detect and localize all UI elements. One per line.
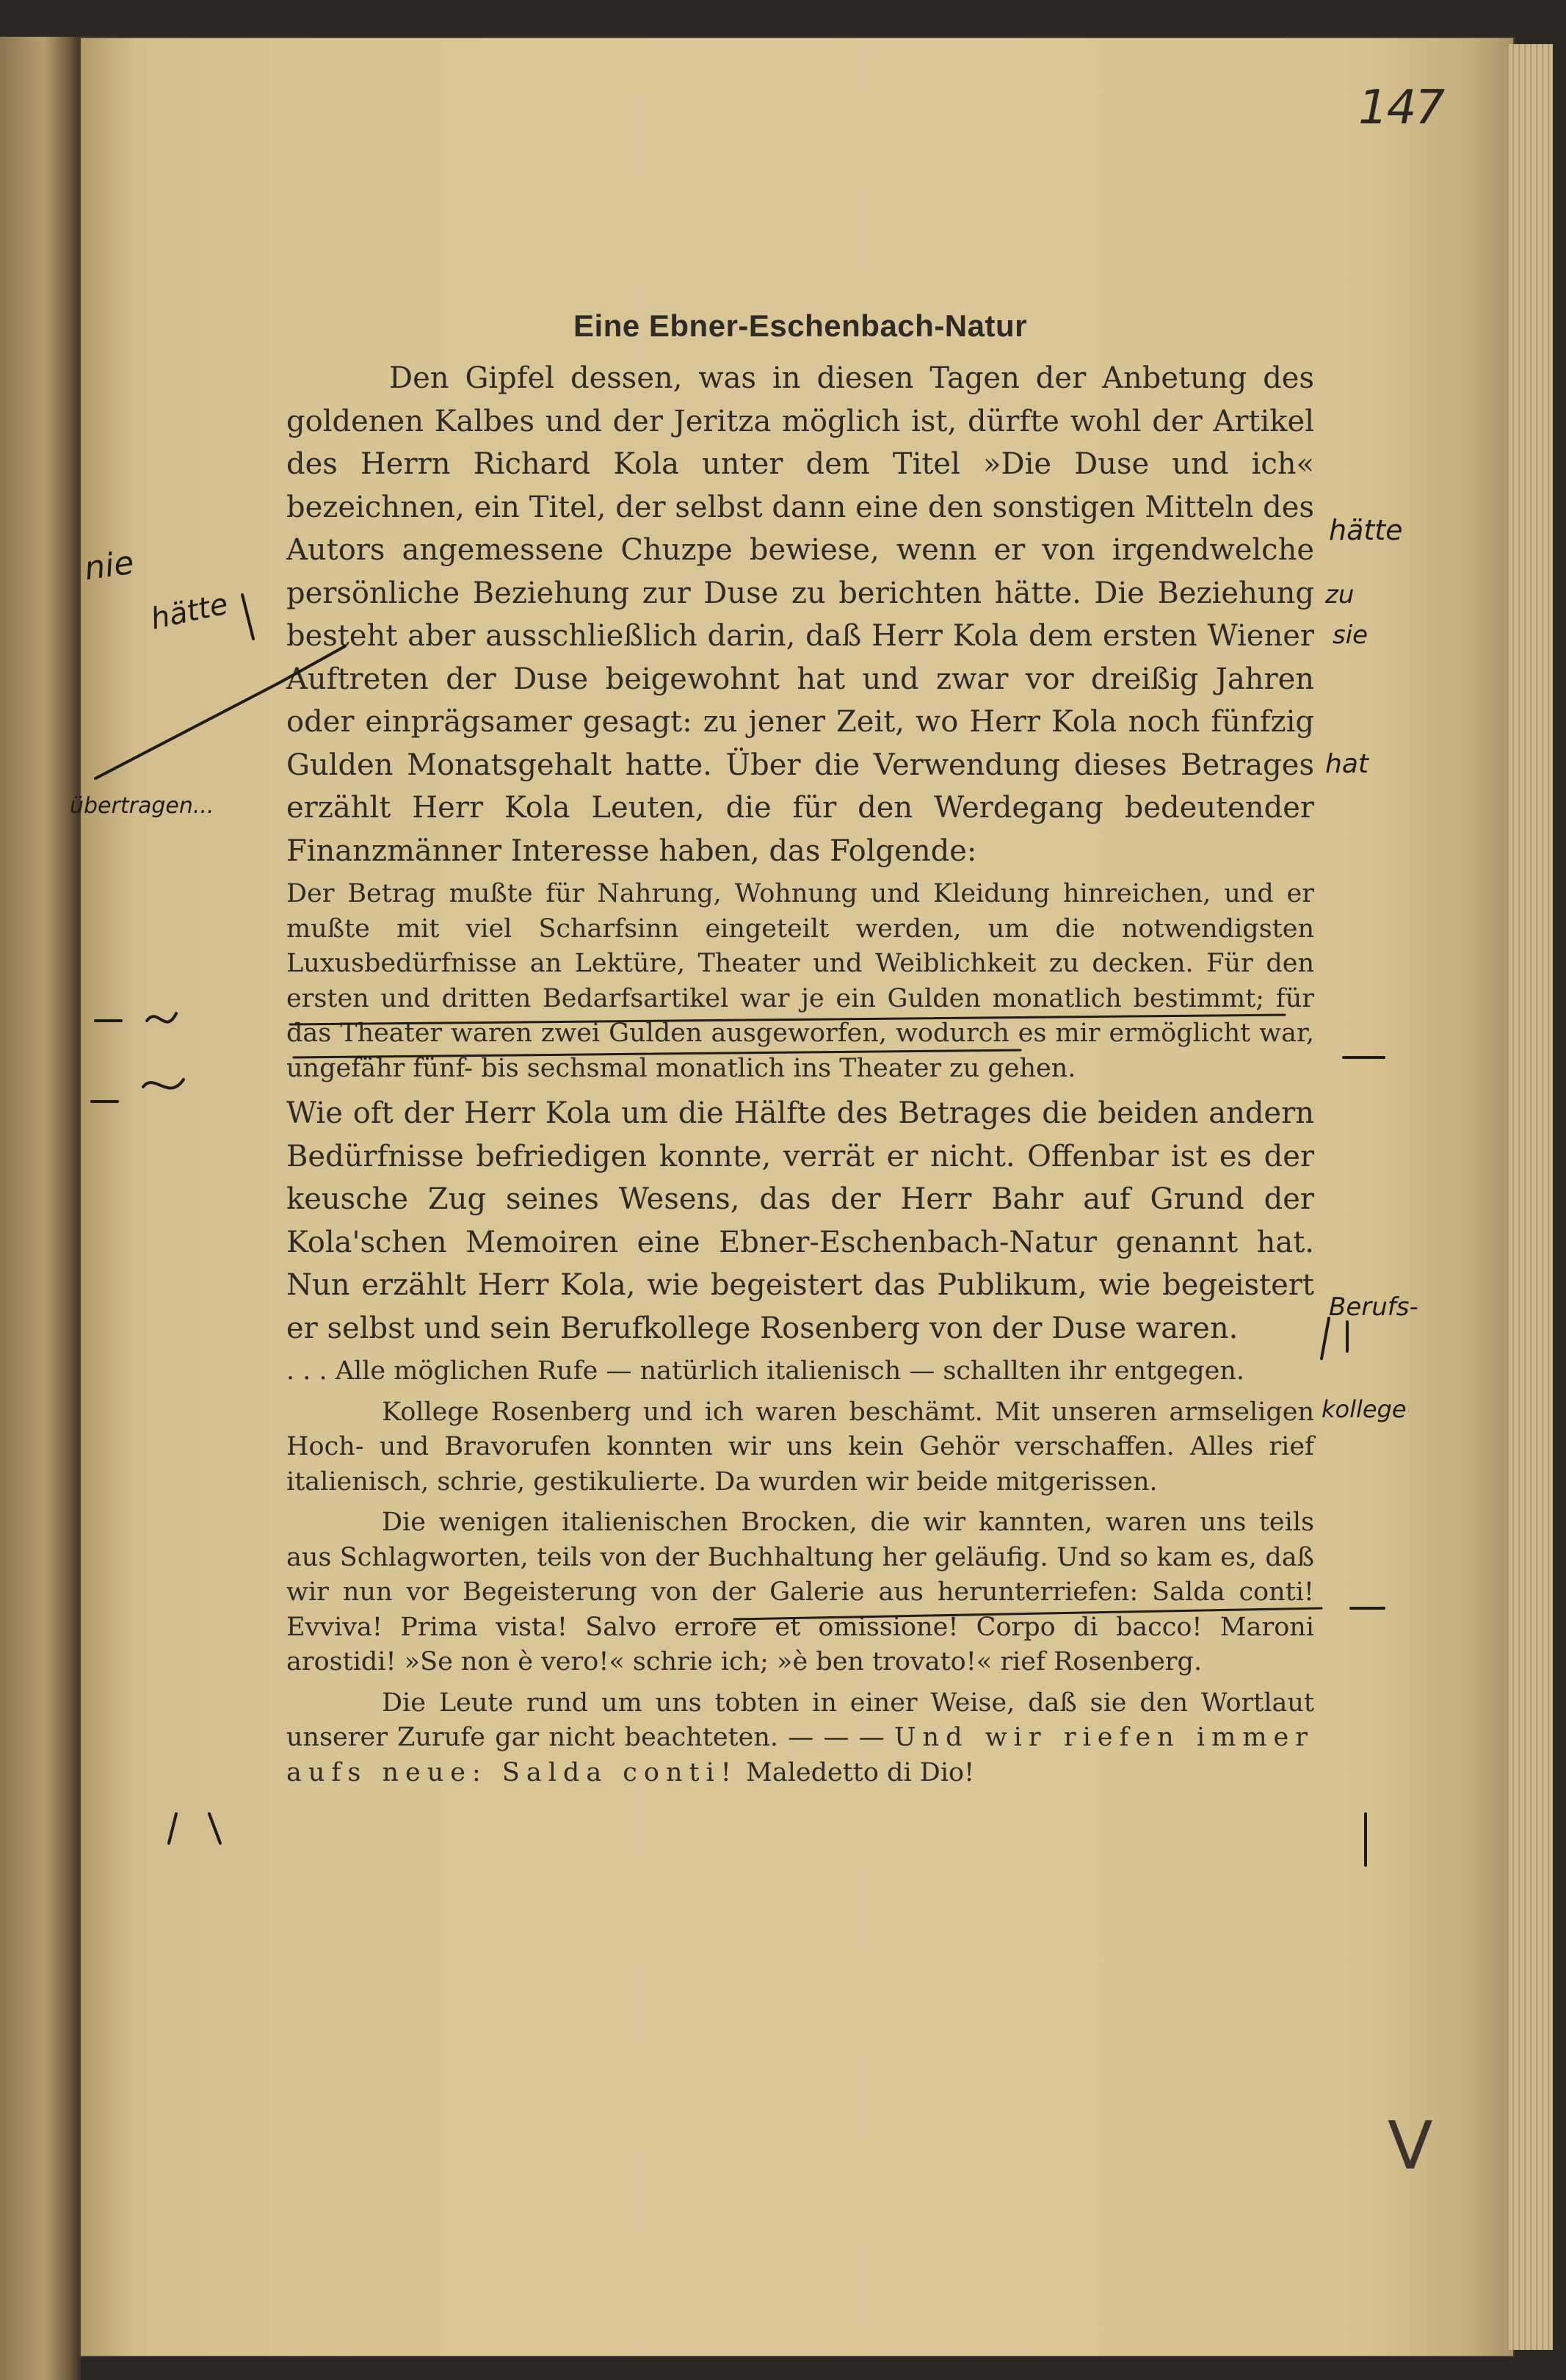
margin-note-right-4: hat <box>1325 749 1369 779</box>
scribble-mark-1 <box>147 1013 176 1022</box>
bracket-mark <box>169 1814 220 1843</box>
spaced-emphasis: Und wir riefen immer aufs neue: Salda conti! <box>286 1723 1314 1787</box>
quote-calls: . . . Alle möglichen Rufe — natürlich italienisch — schallten ihr entgegen. <box>286 1356 1244 1386</box>
quote-tobten-end: Maledetto di Dio! <box>746 1757 975 1787</box>
scribble-mark-2 <box>143 1079 184 1088</box>
margin-note-right-6: kollege <box>1322 1395 1407 1423</box>
margin-pointer-line <box>95 646 345 778</box>
paragraph-1: Den Gipfel dessen, was in diesen Tagen der Anbetung des goldenen Kalbes und der Jeritza möglich ist, dürfte wohl der Artikel des Herrn Richard Kola unter dem Titel »Die Duse und ich« bezeichnen, ein Titel, der selbst dann eine den sonstigen Mitteln des Autors angemessene Chuzpe bewiese, wenn er von irgendwelche persönliche Beziehung zur Duse zu berichten hätte. Die Beziehung besteht aber ausschließlich darin, daß Herr Kola dem ersten Wiener Auftreten der Duse beigewohnt hat und zwar vor dreißig Jahren oder einprägsamer gesagt: zu jener Zeit, wo Herr Kola noch fünfzig Gulden Monatsgehalt hatte. Über die Verwendung dieses Betrages erzählt Herr Kola Leuten, die für den Werdegang bedeutender Finanzmänner Interesse haben, das Folgende: <box>286 361 1314 868</box>
margin-note-left-1: nie <box>81 543 137 588</box>
margin-note-right-3: sie <box>1333 621 1369 650</box>
margin-note-right-1: hätte <box>1329 514 1403 546</box>
margin-note-left-2: hätte <box>148 587 231 637</box>
margin-note-right-5: Berufs- <box>1329 1292 1418 1322</box>
quote-tobten-text: Die Leute rund um uns tobten in einer Weise, daß sie den Wortlaut unserer Zurufe gar nicht beachteten. — — — <box>286 1688 1314 1752</box>
underline-1 <box>290 1015 1285 1024</box>
page-number: 147 <box>1358 81 1444 135</box>
insertion-stroke <box>242 595 253 639</box>
right-bracket <box>1322 1318 1347 1359</box>
margin-note-left-3: übertragen... <box>70 793 214 819</box>
article-title: Eine Ebner-Eschenbach-Natur <box>573 308 1027 343</box>
margin-note-right-2: zu <box>1325 580 1355 610</box>
quote-ashamed: Kollege Rosenberg und ich waren beschämt. Mit unseren armseligen Hoch- und Bravorufen konnten wir uns kein Gehör verschaffen. Alles rief italienisch, schrie, gestikulierte. Da wurden wir beide mitgerissen. <box>286 1397 1314 1497</box>
quote-italian: Die wenigen italienischen Brocken, die wir kannten, waren uns teils aus Schlagworten, teils von der Buchhaltung her geläufig. Und so kam es, daß wir nun vor Begeisterung von der Galerie aus herunterriefen: Salda conti! Evviva! Prima vista! Salvo errore et omissione! Corpo di bacco! Maroni arostidi! »Se non è vero!« schrie ich; »è ben trovato!« rief Rosenberg. <box>286 1508 1314 1677</box>
check-mark: V <box>1388 2108 1433 2185</box>
quote-budget: Der Betrag mußte für Nahrung, Wohnung und Kleidung hinreichen, und er mußte mit viel Scharfsinn eingeteilt werden, um die notwendigsten Luxusbedürfnisse an Lektüre, Theater und Weiblichkeit zu decken. Für den ersten und dritten Bedarfsartikel war je ein Gulden monatlich bestimmt; für das Theater waren zwei Gulden ausgeworfen, wodurch es mir ermöglicht war, ungefähr fünf- bis sechsmal monatlich ins Theater zu gehen. <box>286 879 1314 1083</box>
underline-2 <box>294 1050 1021 1057</box>
underline-3 <box>734 1608 1322 1619</box>
paragraph-2: Wie oft der Herr Kola um die Hälfte des Betrages die beiden andern Bedürfnisse befriedigen konnte, verrät er nicht. Offenbar ist es der keusche Zug seines Wesens, das der Herr Bahr auf Grund der Kola'schen Memoiren eine Ebner-Eschenbach-Natur genannt hat. Nun erzählt Herr Kola, wie begeistert das Publikum, wie begeistert er selbst und sein Berufkollege Rosenberg von der Duse waren. <box>286 1096 1314 1345</box>
